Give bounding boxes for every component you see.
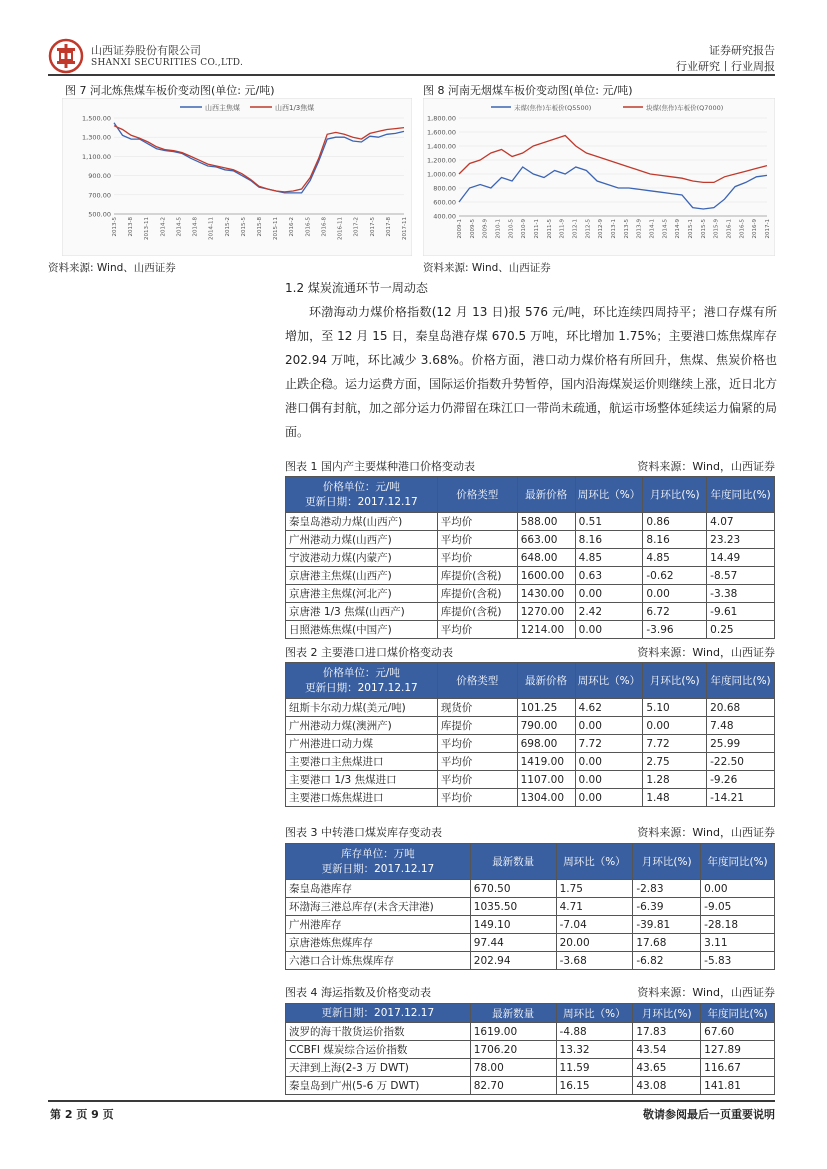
table2-cell: -22.50	[707, 753, 775, 771]
table2-row	[286, 717, 775, 735]
company-logo	[48, 38, 84, 74]
table3	[285, 843, 775, 970]
table1-source: 资料来源：Wind，山西证券	[637, 460, 775, 473]
disclaimer-notice: 敬请参阅最后一页重要说明	[643, 1108, 775, 1121]
figure7-ytick: 1,500.00	[82, 114, 111, 123]
page-number: 第 2 页 9 页	[50, 1108, 114, 1121]
table3-cell: 1035.50	[470, 898, 556, 916]
table3-cell: 京唐港炼焦煤库存	[286, 934, 471, 952]
table1-cell: 库提价(含税)	[437, 603, 517, 621]
table4-cell: -4.88	[556, 1023, 633, 1041]
table2	[285, 662, 775, 807]
table4-row	[286, 1023, 775, 1041]
table3-cell: 六港口合计炼焦煤库存	[286, 952, 471, 970]
figure8-xtick: 2017-1	[765, 219, 771, 239]
table4-cell: 1619.00	[470, 1023, 556, 1041]
table2-cell: 2.75	[643, 753, 707, 771]
company-name-en: SHANXI SECURITIES CO.,LTD.	[91, 58, 244, 68]
table1-cell: 663.00	[517, 531, 575, 549]
figure8-xtick: 2015-5	[700, 219, 707, 239]
table1-row	[286, 567, 775, 585]
table3-row	[286, 934, 775, 952]
table4-col: 年度同比(%)	[701, 1004, 775, 1023]
figure8-source: 资料来源: Wind、山西证券	[423, 262, 551, 274]
table4-cell: 13.32	[556, 1041, 633, 1059]
table1-cell: -0.62	[643, 567, 707, 585]
figure8-xtick: 2015-1	[688, 219, 694, 239]
table2-row	[286, 789, 775, 807]
figure7-ytick: 500.00	[88, 210, 111, 219]
figure8-xtick: 2012-5	[585, 219, 592, 239]
table3-source: 资料来源：Wind，山西证券	[637, 826, 775, 839]
table1-cell: 0.86	[643, 513, 707, 531]
figure7-xtick: 2017-2	[353, 217, 360, 237]
table2-cell: 广州港动力煤(澳洲产)	[286, 717, 438, 735]
figure8-xtick: 2009-1	[457, 219, 463, 239]
table1-row	[286, 513, 775, 531]
figure7-legend-2: 山西1/3焦煤	[275, 104, 315, 112]
table2-cell: 1.28	[643, 771, 707, 789]
figure8-xtick: 2015-9	[713, 219, 720, 239]
figure8-ytick: 800.00	[433, 184, 456, 193]
table4-cell: 16.15	[556, 1077, 633, 1095]
table3-cell: 1.75	[556, 880, 633, 898]
table2-cell: 4.62	[575, 699, 643, 717]
table1-cell: 库提价(含税)	[437, 567, 517, 585]
section-body: 环渤海动力煤价格指数(12 月 13 日)报 576 元/吨，环比连续四周持平；港口存煤有所增加，至 12 月 15 日，秦皇岛港存煤 670.5 万吨，环比增加 1.75%；主要港口炼焦煤库存 202.94 万吨，环比减少 3.68%。价格方面，港口动力煤价格有所回升，焦煤、焦炭价格也止跌企稳。运力运费方面，国际运价指数升势暂停，国内沿海煤炭运价则继续上涨，近日北方港口偶有封航，加之部分运力仍滞留在珠江口一带尚未疏通，航运市场整体延续运力偏紧的局面。	[285, 305, 778, 439]
figure7-xtick: 2014-5	[176, 217, 183, 237]
table1-cell: 588.00	[517, 513, 575, 531]
figure8-xtick: 2014-1	[649, 219, 656, 239]
table1-cell: 平均价	[437, 531, 517, 549]
table2-col: 价格类型	[437, 663, 517, 699]
table4-cell: 141.81	[701, 1077, 775, 1095]
figure7-xtick: 2015-5	[240, 217, 247, 237]
figure8-ytick: 1,800.00	[427, 114, 456, 123]
table2-cell: 0.00	[575, 771, 643, 789]
table2-caption: 图表 2 主要港口进口煤价格变动表	[285, 646, 453, 659]
figure8-xtick: 2010-9	[521, 219, 528, 239]
table2-cell: 平均价	[437, 735, 517, 753]
table4-cell: 78.00	[470, 1059, 556, 1077]
table4-header-date: 更新日期：2017.12.17	[286, 1004, 471, 1023]
table1-cell: 京唐港 1/3 焦煤(山西产)	[286, 603, 438, 621]
figure8-ytick: 1,200.00	[427, 156, 456, 165]
company-name-cn: 山西证券股份有限公司	[91, 44, 201, 57]
table1-col: 周环比（%）	[575, 477, 643, 513]
table3-cell: 环渤海三港总库存(未含天津港)	[286, 898, 471, 916]
figure7-ytick: 1,100.00	[82, 152, 111, 161]
table3-cell: -6.82	[633, 952, 701, 970]
figure8-xtick: 2014-5	[662, 219, 669, 239]
table1-cell: 8.16	[575, 531, 643, 549]
table2-header-unit: 价格单位：元/吨 更新日期：2017.12.17	[286, 663, 438, 699]
figure8-xtick: 2010-1	[495, 219, 502, 239]
table3-cell: -6.39	[633, 898, 701, 916]
table1-col: 价格类型	[437, 477, 517, 513]
table3-cell: -2.83	[633, 880, 701, 898]
table1-row	[286, 549, 775, 567]
table1-row	[286, 531, 775, 549]
table3-cell: -3.68	[556, 952, 633, 970]
figure7-xtick: 2013-11	[144, 217, 151, 240]
table1-cell: 1270.00	[517, 603, 575, 621]
table1-cell: 宁波港动力煤(内蒙产)	[286, 549, 438, 567]
figure8-title: 图 8 河南无烟煤车板价变动图(单位: 元/吨)	[423, 84, 633, 97]
figure7-xtick: 2015-8	[257, 217, 263, 237]
table1-cell: 4.07	[707, 513, 775, 531]
table1-cell: -9.61	[707, 603, 775, 621]
table4-row	[286, 1041, 775, 1059]
table1-cell: 京唐港主焦煤(河北产)	[286, 585, 438, 603]
table2-row	[286, 771, 775, 789]
figure8-xtick: 2014-9	[675, 219, 682, 239]
table1-header-unit: 价格单位：元/吨 更新日期：2017.12.17	[286, 477, 438, 513]
table2-row	[286, 735, 775, 753]
table1-cell: 8.16	[643, 531, 707, 549]
figure8-xtick: 2016-9	[752, 219, 759, 239]
figure8-ytick: 400.00	[433, 212, 456, 221]
figure7-xtick: 2017-8	[385, 217, 392, 237]
figure7-xtick: 2014-2	[160, 217, 167, 237]
figure7-legend-1: 山西主焦煤	[205, 104, 240, 112]
table1-cell: -3.38	[707, 585, 775, 603]
table1-cell: 23.23	[707, 531, 775, 549]
header-divider	[48, 74, 775, 76]
table1	[285, 476, 775, 639]
table1-cell: 日照港炼焦煤(中国产)	[286, 621, 438, 639]
figure8-xtick: 2013-1	[611, 219, 617, 239]
table2-cell: -9.26	[707, 771, 775, 789]
table2-cell: 1419.00	[517, 753, 575, 771]
table3-row	[286, 952, 775, 970]
figure8-xtick: 2016-1	[726, 219, 733, 239]
table1-col: 最新价格	[517, 477, 575, 513]
figure8-ytick: 1,400.00	[427, 142, 456, 151]
figure7-xtick: 2017-5	[369, 217, 376, 237]
table3-cell: 4.71	[556, 898, 633, 916]
table4-row	[286, 1077, 775, 1095]
table2-cell: 698.00	[517, 735, 575, 753]
figure8-ytick: 1,000.00	[427, 170, 456, 179]
table3-row	[286, 898, 775, 916]
figure7-title: 图 7 河北炼焦煤车板价变动图(单位: 元/吨)	[65, 84, 275, 97]
table1-cell: 平均价	[437, 513, 517, 531]
figure8-legend-1: 末煤(焦作)车板价(Q5500)	[514, 104, 592, 112]
table1-caption: 图表 1 国内产主要煤种港口价格变动表	[285, 460, 475, 473]
table2-cell: 25.99	[707, 735, 775, 753]
table1-cell: 0.63	[575, 567, 643, 585]
figure8-xtick: 2011-1	[534, 219, 540, 239]
table1-cell: 0.00	[575, 621, 643, 639]
table1-cell: -3.96	[643, 621, 707, 639]
report-category: 行业研究丨行业周报	[676, 60, 775, 73]
figure8-xtick: 2009-9	[482, 219, 489, 239]
figure8-xtick: 2011-5	[546, 219, 553, 239]
table3-cell: -28.18	[701, 916, 775, 934]
table4-cell: 秦皇岛到广州(5-6 万 DWT)	[286, 1077, 471, 1095]
table4-row	[286, 1059, 775, 1077]
table1-cell: 1600.00	[517, 567, 575, 585]
table2-cell: 7.72	[643, 735, 707, 753]
table2-cell: 101.25	[517, 699, 575, 717]
table2-col: 月环比(%)	[643, 663, 707, 699]
table4-cell: 82.70	[470, 1077, 556, 1095]
table4-cell: 11.59	[556, 1059, 633, 1077]
figure8-xtick: 2012-9	[598, 219, 605, 239]
table2-cell: 7.72	[575, 735, 643, 753]
figure7-xtick: 2016-2	[289, 217, 296, 237]
table2-cell: 5.10	[643, 699, 707, 717]
figure7-source: 资料来源: Wind、山西证券	[48, 262, 176, 274]
table3-cell: 149.10	[470, 916, 556, 934]
table3-cell: 广州港库存	[286, 916, 471, 934]
table4-cell: 17.83	[633, 1023, 701, 1041]
table4-cell: 43.65	[633, 1059, 701, 1077]
table2-cell: 平均价	[437, 771, 517, 789]
figure7-xtick: 2016-5	[305, 217, 312, 237]
table1-cell: 库提价(含税)	[437, 585, 517, 603]
table3-row	[286, 916, 775, 934]
table3-row	[286, 880, 775, 898]
table3-cell: 202.94	[470, 952, 556, 970]
table2-cell: 库提价	[437, 717, 517, 735]
figure7-xtick: 2014-11	[208, 217, 215, 240]
table1-col: 月环比(%)	[643, 477, 707, 513]
figure8-xtick: 2013-5	[623, 219, 630, 239]
table3-cell: 97.44	[470, 934, 556, 952]
table2-cell: 主要港口主焦煤进口	[286, 753, 438, 771]
table2-cell: 广州港进口动力煤	[286, 735, 438, 753]
figure7-xtick: 2016-8	[321, 217, 328, 237]
table1-row	[286, 585, 775, 603]
report-type: 证券研究报告	[709, 44, 775, 57]
table1-cell: 京唐港主焦煤(山西产)	[286, 567, 438, 585]
table1-cell: 4.85	[643, 549, 707, 567]
table2-cell: 1.48	[643, 789, 707, 807]
table1-cell: 1430.00	[517, 585, 575, 603]
table1-cell: 648.00	[517, 549, 575, 567]
table1-cell: 广州港动力煤(山西产)	[286, 531, 438, 549]
table3-header-unit: 库存单位：万吨 更新日期：2017.12.17	[286, 844, 471, 880]
figure8-xtick: 2013-9	[636, 219, 643, 239]
table1-cell: 1214.00	[517, 621, 575, 639]
figure7-xtick: 2014-8	[192, 217, 199, 237]
table2-cell: 1304.00	[517, 789, 575, 807]
table3-cell: -5.83	[701, 952, 775, 970]
figure8-chart	[423, 98, 775, 256]
table2-cell: 平均价	[437, 753, 517, 771]
table2-cell: 0.00	[575, 789, 643, 807]
figure8-xtick: 2016-5	[739, 219, 746, 239]
table2-cell: -14.21	[707, 789, 775, 807]
table2-cell: 现货价	[437, 699, 517, 717]
table3-cell: 0.00	[701, 880, 775, 898]
section-title: 1.2 煤炭流通环节一周动态	[285, 281, 428, 295]
table2-cell: 20.68	[707, 699, 775, 717]
table1-cell: 0.00	[575, 585, 643, 603]
figure7-ytick: 900.00	[88, 172, 111, 181]
table2-cell: 平均价	[437, 789, 517, 807]
figure7-ytick: 700.00	[88, 191, 111, 200]
table4-cell: 43.54	[633, 1041, 701, 1059]
table2-cell: 790.00	[517, 717, 575, 735]
table4-cell: 天津到上海(2-3 万 DWT)	[286, 1059, 471, 1077]
table3-cell: -7.04	[556, 916, 633, 934]
figure7-xtick: 2017-11	[402, 217, 408, 240]
table4-cell: 1706.20	[470, 1041, 556, 1059]
figure8-xtick: 2010-5	[508, 219, 515, 239]
table2-col: 周环比（%）	[575, 663, 643, 699]
figure7-ytick: 1,300.00	[82, 133, 111, 142]
table3-cell: 3.11	[701, 934, 775, 952]
table3-cell: 670.50	[470, 880, 556, 898]
figure8-xtick: 2009-5	[469, 219, 476, 239]
figure8-ytick: 1,600.00	[427, 128, 456, 137]
figure7-xtick: 2015-11	[273, 217, 280, 240]
table4	[285, 1003, 775, 1095]
table4-col: 月环比(%)	[633, 1004, 701, 1023]
table3-col: 周环比（%）	[556, 844, 633, 880]
table1-cell: 4.85	[575, 549, 643, 567]
table3-col: 月环比(%)	[633, 844, 701, 880]
table4-cell: 127.89	[701, 1041, 775, 1059]
table3-col: 年度同比(%)	[701, 844, 775, 880]
table4-caption: 图表 4 海运指数及价格变动表	[285, 986, 431, 999]
table4-cell: 波罗的海干散货运价指数	[286, 1023, 471, 1041]
table1-cell: 0.25	[707, 621, 775, 639]
table1-cell: 0.51	[575, 513, 643, 531]
table1-col: 年度同比(%)	[707, 477, 775, 513]
table2-cell: 7.48	[707, 717, 775, 735]
table2-cell: 0.00	[575, 753, 643, 771]
table3-cell: 17.68	[633, 934, 701, 952]
table1-row	[286, 603, 775, 621]
table1-cell: 6.72	[643, 603, 707, 621]
figure7-xtick: 2015-2	[224, 217, 231, 237]
figure7-xtick: 2013-8	[128, 217, 135, 237]
table3-cell: -9.05	[701, 898, 775, 916]
figure7-chart	[62, 98, 412, 256]
table2-cell: 0.00	[643, 717, 707, 735]
table1-cell: 平均价	[437, 621, 517, 639]
table2-cell: 1107.00	[517, 771, 575, 789]
footer-divider	[48, 1100, 775, 1102]
table2-cell: 主要港口 1/3 焦煤进口	[286, 771, 438, 789]
figure8-xtick: 2012-1	[572, 219, 579, 239]
table1-cell: 秦皇岛港动力煤(山西产)	[286, 513, 438, 531]
table2-source: 资料来源：Wind，山西证券	[637, 646, 775, 659]
table2-col: 最新价格	[517, 663, 575, 699]
figure7-xtick: 2013-5	[112, 217, 118, 237]
table3-cell: -39.81	[633, 916, 701, 934]
table3-cell: 20.00	[556, 934, 633, 952]
table1-cell: 0.00	[643, 585, 707, 603]
table1-cell: 2.42	[575, 603, 643, 621]
table2-cell: 0.00	[575, 717, 643, 735]
table1-cell: -8.57	[707, 567, 775, 585]
table4-col: 周环比（%）	[556, 1004, 633, 1023]
table4-cell: 67.60	[701, 1023, 775, 1041]
table3-cell: 秦皇岛港库存	[286, 880, 471, 898]
figure8-legend-2: 块煤(焦作)车板价(Q7000)	[646, 104, 724, 112]
table2-row	[286, 753, 775, 771]
table2-cell: 纽斯卡尔动力煤(美元/吨)	[286, 699, 438, 717]
figure8-ytick: 600.00	[433, 198, 456, 207]
table2-row	[286, 699, 775, 717]
table1-cell: 14.49	[707, 549, 775, 567]
table4-cell: 43.08	[633, 1077, 701, 1095]
table1-cell: 平均价	[437, 549, 517, 567]
table2-col: 年度同比(%)	[707, 663, 775, 699]
table3-col: 最新数量	[470, 844, 556, 880]
table1-row	[286, 621, 775, 639]
table4-source: 资料来源：Wind，山西证券	[637, 986, 775, 999]
table4-cell: 116.67	[701, 1059, 775, 1077]
figure8-xtick: 2011-9	[559, 219, 566, 239]
table4-cell: CCBFI 煤炭综合运价指数	[286, 1041, 471, 1059]
figure7-xtick: 2016-11	[337, 217, 344, 240]
table2-cell: 主要港口炼焦煤进口	[286, 789, 438, 807]
table3-caption: 图表 3 中转港口煤炭库存变动表	[285, 826, 442, 839]
table4-col: 最新数量	[470, 1004, 556, 1023]
